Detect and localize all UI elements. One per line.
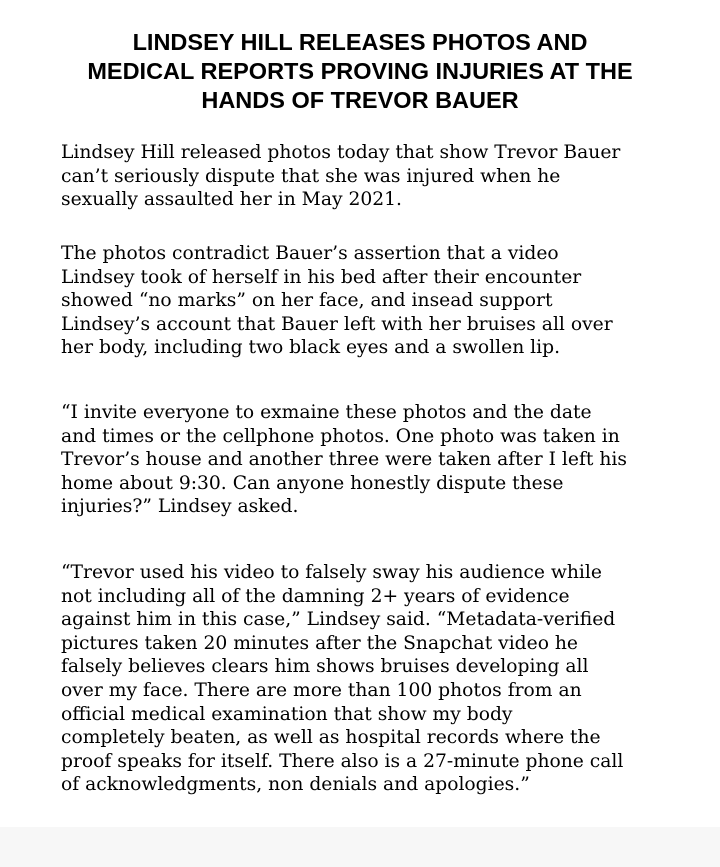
paragraph-line: pictures taken 20 minutes after the Snapchat video he <box>61 632 578 654</box>
paragraph-line: over my face. There are more than 100 photos from an <box>61 679 582 701</box>
paragraph-line: Lindsey took of herself in his bed after their encounter <box>61 266 582 288</box>
paragraph-line: can’t seriously dispute that she was injured when he <box>61 165 561 187</box>
paragraph-line: proof speaks for itself. There also is a 27-minute phone call <box>61 750 624 772</box>
paragraph-line: official medical examination that show my body <box>61 703 513 725</box>
paragraph-line: and times or the cellphone photos. One photo was taken in <box>61 425 620 447</box>
paragraph-line: “Trevor used his video to falsely sway his audience while <box>61 562 602 583</box>
bottom-margin-band <box>0 827 720 867</box>
paragraph-line: showed “no marks” on her face, and insead support <box>61 290 553 312</box>
paragraph-contradiction <box>61 242 701 360</box>
paragraph-line: falsely believes clears him shows bruises developing all <box>61 656 589 678</box>
paragraph-line: sexually assaulted her in May 2021. <box>61 189 402 211</box>
paragraph-line: Lindsey Hill released photos today that show Trevor Bauer <box>61 142 621 163</box>
paragraph-line: completely beaten, as well as hospital records where the <box>61 727 601 749</box>
paragraph-line: The photos contradict Bauer’s assertion that a video <box>61 243 559 264</box>
paragraph-line: Trevor’s house and another three were taken after I left his <box>61 449 627 471</box>
paragraph-line: home about 9:30. Can anyone honestly dispute these <box>61 472 564 494</box>
paragraph-line: of acknowledgments, non denials and apologies.” <box>61 774 530 796</box>
headline <box>40 28 680 115</box>
paragraph-line: her body, including two black eyes and a swollen lip. <box>61 337 561 359</box>
headline-line: HANDS OF TREVOR BAUER <box>201 87 519 113</box>
paragraph-intro <box>61 141 701 212</box>
headline-line: MEDICAL REPORTS PROVING INJURIES AT THE <box>87 58 633 84</box>
paragraph-line: injuries?” Lindsey asked. <box>61 496 299 518</box>
paragraph-line: not including all of the damning 2+ years of evidence <box>61 585 570 607</box>
paragraph-line: “I invite everyone to exmaine these photos and the date <box>61 402 592 423</box>
headline-line: LINDSEY HILL RELEASES PHOTOS AND <box>132 29 588 55</box>
paragraph-quote-photos <box>61 401 701 519</box>
paragraph-line: Lindsey’s account that Bauer left with her bruises all over <box>61 313 613 335</box>
paragraph-line: against him in this case,” Lindsey said. “Metadata-verified <box>61 609 616 631</box>
paragraph-quote-evidence <box>61 561 701 797</box>
